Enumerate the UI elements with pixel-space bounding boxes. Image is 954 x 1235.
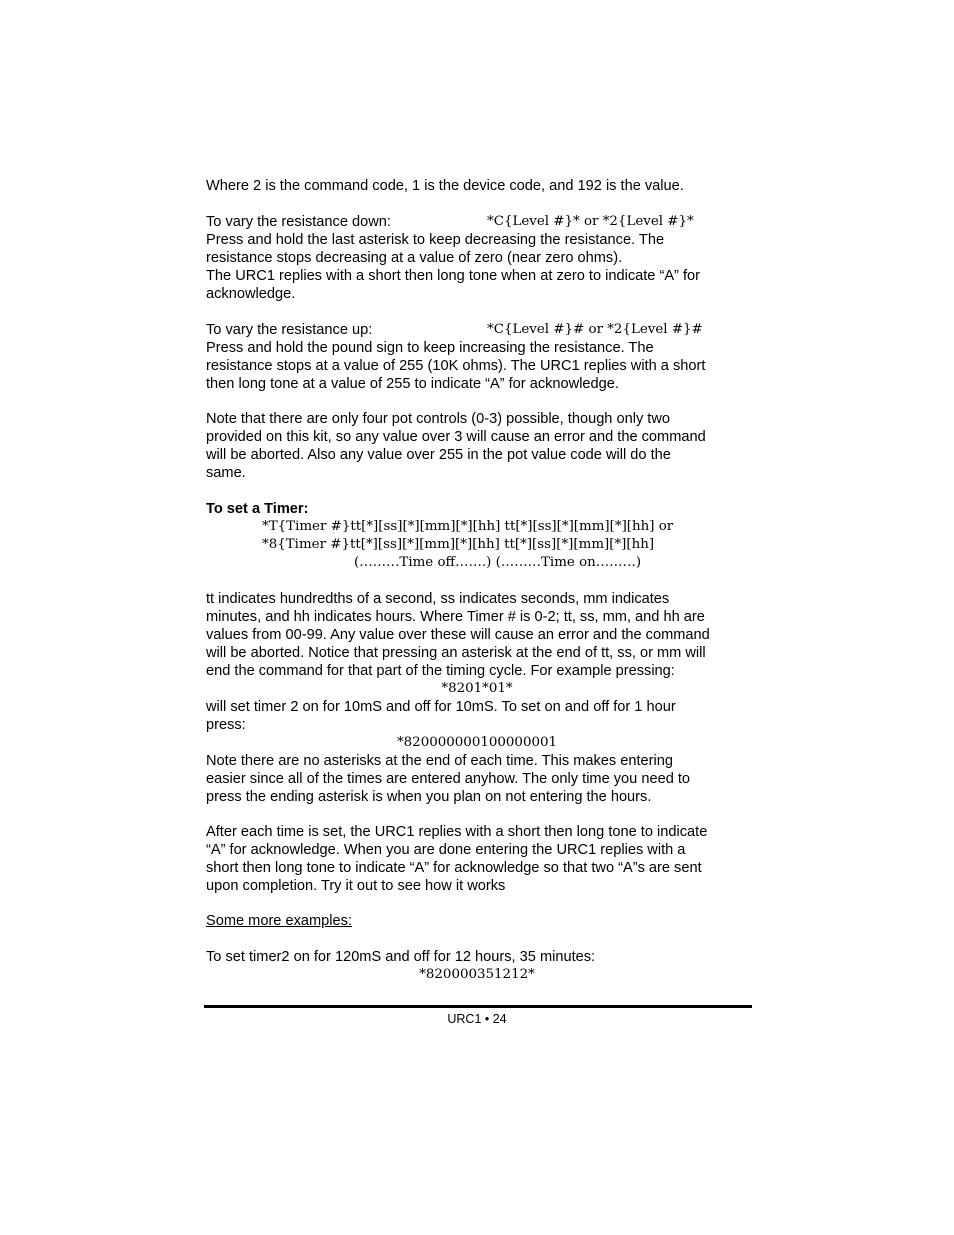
- asterisk-note-line: easier since all of the times are entered anyhow. The only time you need to: [206, 771, 691, 787]
- footer-rule: [204, 1005, 752, 1008]
- resistance-down-text-line: resistance stops decreasing at a value of zero (near zero ohms).: [206, 250, 623, 266]
- timer-explanation-line: values from 00-99. Any value over these will cause an error and the command: [206, 627, 710, 643]
- resistance-down-text-line: Press and hold the last asterisk to keep decreasing the resistance. The: [206, 232, 665, 248]
- resistance-up-label: To vary the resistance up:: [206, 322, 373, 338]
- example-command: *820000351212*: [419, 967, 535, 982]
- paragraph-command-code: Where 2 is the command code, 1 is the device code, and 192 is the value.: [206, 178, 684, 194]
- timer-explanation-line: tt indicates hundredths of a second, ss indicates seconds, mm indicates: [206, 591, 670, 607]
- timer-explanation-line: end the command for that part of the timing cycle. For example pressing:: [206, 663, 675, 679]
- resistance-up-text-line: resistance stops at a value of 255 (10K ohms). The URC1 replies with a short: [206, 358, 706, 374]
- resistance-down-text-line: The URC1 replies with a short then long tone when at zero to indicate “A” for: [206, 268, 701, 284]
- resistance-up-text-line: then long tone at a value of 255 to indicate “A” for acknowledge.: [206, 376, 619, 392]
- acknowledge-paragraph-line: upon completion. Try it out to see how it works: [206, 878, 506, 894]
- pot-note-line: Note that there are only four pot controls (0-3) possible, though only two: [206, 411, 671, 427]
- resistance-up-command: *C{Level #}# or *2{Level #}#: [487, 322, 703, 337]
- asterisk-note-line: press the ending asterisk is when you plan on not entering the hours.: [206, 789, 652, 805]
- acknowledge-paragraph-line: After each time is set, the URC1 replies with a short then long tone to indicate: [206, 824, 708, 840]
- more-examples-heading: Some more examples:: [206, 913, 352, 929]
- example-command: *820000000100000001: [396, 735, 558, 750]
- timer-heading: To set a Timer:: [206, 501, 309, 517]
- pot-note-line: provided on this kit, so any value over 3 will cause an error and the command: [206, 429, 706, 445]
- timer-explanation-line: minutes, and hh indicates hours. Where Timer # is 0-2; tt, ss, mm, and hh are: [206, 609, 705, 625]
- example-command: *8201*01*: [441, 681, 513, 696]
- resistance-down-label: To vary the resistance down:: [206, 214, 391, 230]
- resistance-down-text-line: acknowledge.: [206, 286, 296, 302]
- example-explanation-line: will set timer 2 on for 10mS and off for 10mS. To set on and off for 1 hour: [206, 699, 676, 715]
- example-explanation-line: press:: [206, 717, 246, 733]
- page-footer: URC1 • 24: [447, 1012, 507, 1026]
- acknowledge-paragraph-line: “A” for acknowledge. When you are done entering the URC1 replies with a: [206, 842, 686, 858]
- pot-note-line: will be aborted. Also any value over 255 in the pot value code will do the: [206, 447, 671, 463]
- asterisk-note-line: Note there are no asterisks at the end of each time. This makes entering: [206, 753, 673, 769]
- pot-note-line: same.: [206, 465, 246, 481]
- example3-label: To set timer2 on for 120mS and off for 12 hours, 35 minutes:: [206, 949, 596, 965]
- resistance-up-text-line: Press and hold the pound sign to keep increasing the resistance. The: [206, 340, 654, 356]
- resistance-down-command: *C{Level #}* or *2{Level #}*: [487, 214, 694, 229]
- timer-command-syntax: *8{Timer #}tt[*][ss][*][mm][*][hh] tt[*][ss][*][mm][*][hh]: [262, 537, 655, 552]
- timer-command-syntax: *T{Timer #}tt[*][ss][*][mm][*][hh] tt[*][ss][*][mm][*][hh] or: [262, 519, 674, 534]
- timer-explanation-line: will be aborted. Notice that pressing an asterisk at the end of tt, ss, or mm will: [206, 645, 706, 661]
- acknowledge-paragraph-line: short then long tone to indicate “A” for acknowledge so that two “A”s are sent: [206, 860, 702, 876]
- timer-command-legend: (………Time off…….) (………Time on………): [354, 555, 642, 570]
